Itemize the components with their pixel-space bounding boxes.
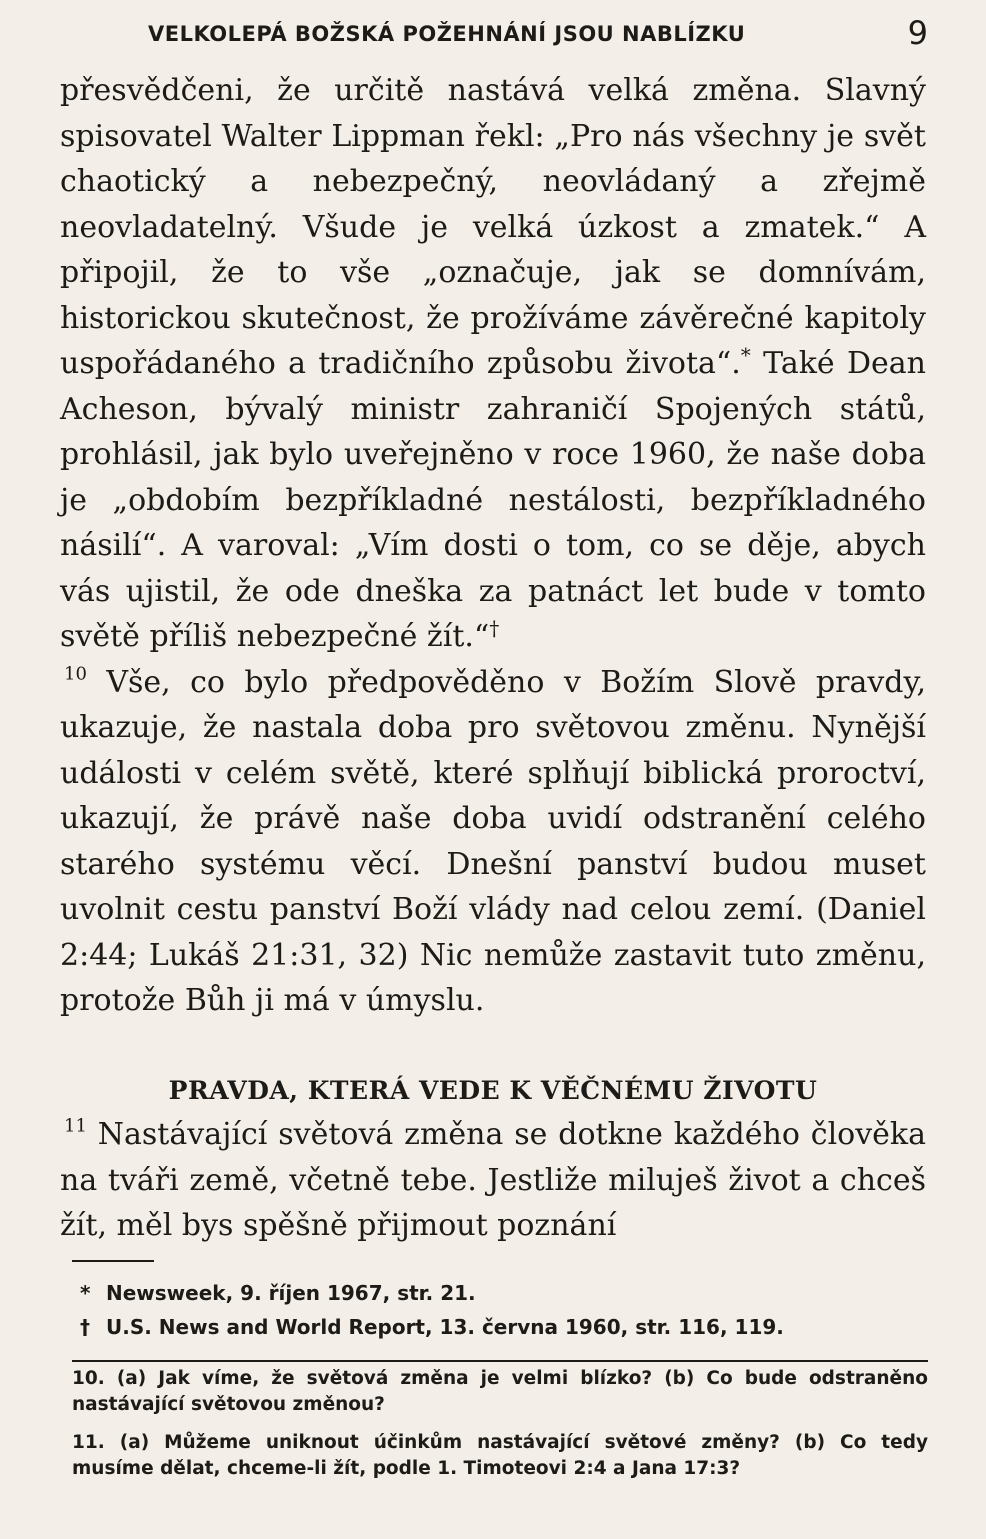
section-heading: PRAVDA, KTERÁ VEDE K VĚČNÉMU ŽIVOTU bbox=[168, 1076, 818, 1105]
footnote-text: U.S. News and World Report, 13. června 1960, str. 116, 119. bbox=[106, 1315, 784, 1339]
paragraph-10 bbox=[60, 660, 926, 1024]
study-question: 10. (a) Jak víme, že světová změna je velmi blízko? (b) Co bude odstraněno nastávající světovou změnou? bbox=[72, 1368, 928, 1415]
footnote bbox=[80, 1310, 926, 1344]
footnote-mark: * bbox=[80, 1281, 91, 1305]
paragraph-text: Také Dean Acheson, bývalý ministr zahraničí Spojených států, prohlásil, jak bylo uveřejněno v roce 1960, že naše doba je „obdobím bezpříkladné nestálosti, bezpříkladného násilí“. A varoval: „Vím dosti o tom, co se děje, abych vás ujistil, že ode dneška za patnáct let bude v tomto světě příliš nebezpečné žít.“ bbox=[60, 346, 926, 654]
paragraph-text: Vše, co bylo předpověděno v Božím Slově pravdy, ukazuje, že nastala doba pro světovou změnu. Nynější události v celém světě, které splňují biblická proroctví, ukazují, že právě naše doba uvidí odstranění celého starého systému věcí. Dnešní panství budou muset uvolnit cestu panství Boží vlády nad celou zemí. (Daniel 2:44; Lukáš 21:31, 32) Nic nemůže zastavit tuto změnu, protože Bůh ji má v úmyslu. bbox=[60, 664, 926, 1018]
paragraph-9-continued bbox=[60, 68, 926, 660]
study-question: 11. (a) Můžeme uniknout účinkům nastávající světové změny? (b) Co tedy musíme dělat, chceme-li žít, podle 1. Timoteovi 2:4 a Jana 17:3? bbox=[72, 1432, 928, 1479]
footnote-mark-dagger: † bbox=[489, 616, 500, 640]
paragraph-text: Nastávající světová změna se dotkne každého člověka na tváři země, včetně tebe. Jestliže miluješ život a chceš žít, měl bys spěšně přijmout poznání bbox=[60, 1117, 926, 1243]
footnote bbox=[80, 1276, 926, 1310]
running-title: VELKOLEPÁ BOŽSKÁ POŽEHNÁNÍ JSOU NABLÍZKU bbox=[148, 22, 746, 46]
footnotes bbox=[80, 1276, 926, 1344]
footnote-mark: † bbox=[80, 1315, 90, 1339]
paragraph-11 bbox=[60, 1112, 926, 1249]
main-text bbox=[60, 68, 926, 1024]
footnote-mark-asterisk: * bbox=[740, 343, 751, 367]
questions-divider bbox=[72, 1360, 928, 1362]
study-questions bbox=[72, 1366, 928, 1494]
section-text bbox=[60, 1112, 926, 1249]
page-header bbox=[60, 14, 928, 54]
paragraph-text: přesvědčeni, že určitě nastává velká změna. Slavný spisovatel Walter Lippman řekl: „Pro nás všechny je svět chaotický a nebezpečný, neovládaný a zřejmě neovladatelný. Všude je velká úzkost a zmatek.“ A připojil, že to vše „označuje, jak se domnívám, historickou skutečnost, že prožíváme závěrečné kapitoly uspořádaného a tradičního způsobu života“. bbox=[60, 73, 926, 381]
footnote-divider bbox=[72, 1260, 154, 1262]
page-number: 9 bbox=[907, 14, 928, 52]
paragraph-number: 10 bbox=[64, 662, 87, 684]
paragraph-number: 11 bbox=[64, 1115, 87, 1137]
footnote-text: Newsweek, 9. říjen 1967, str. 21. bbox=[106, 1281, 476, 1305]
